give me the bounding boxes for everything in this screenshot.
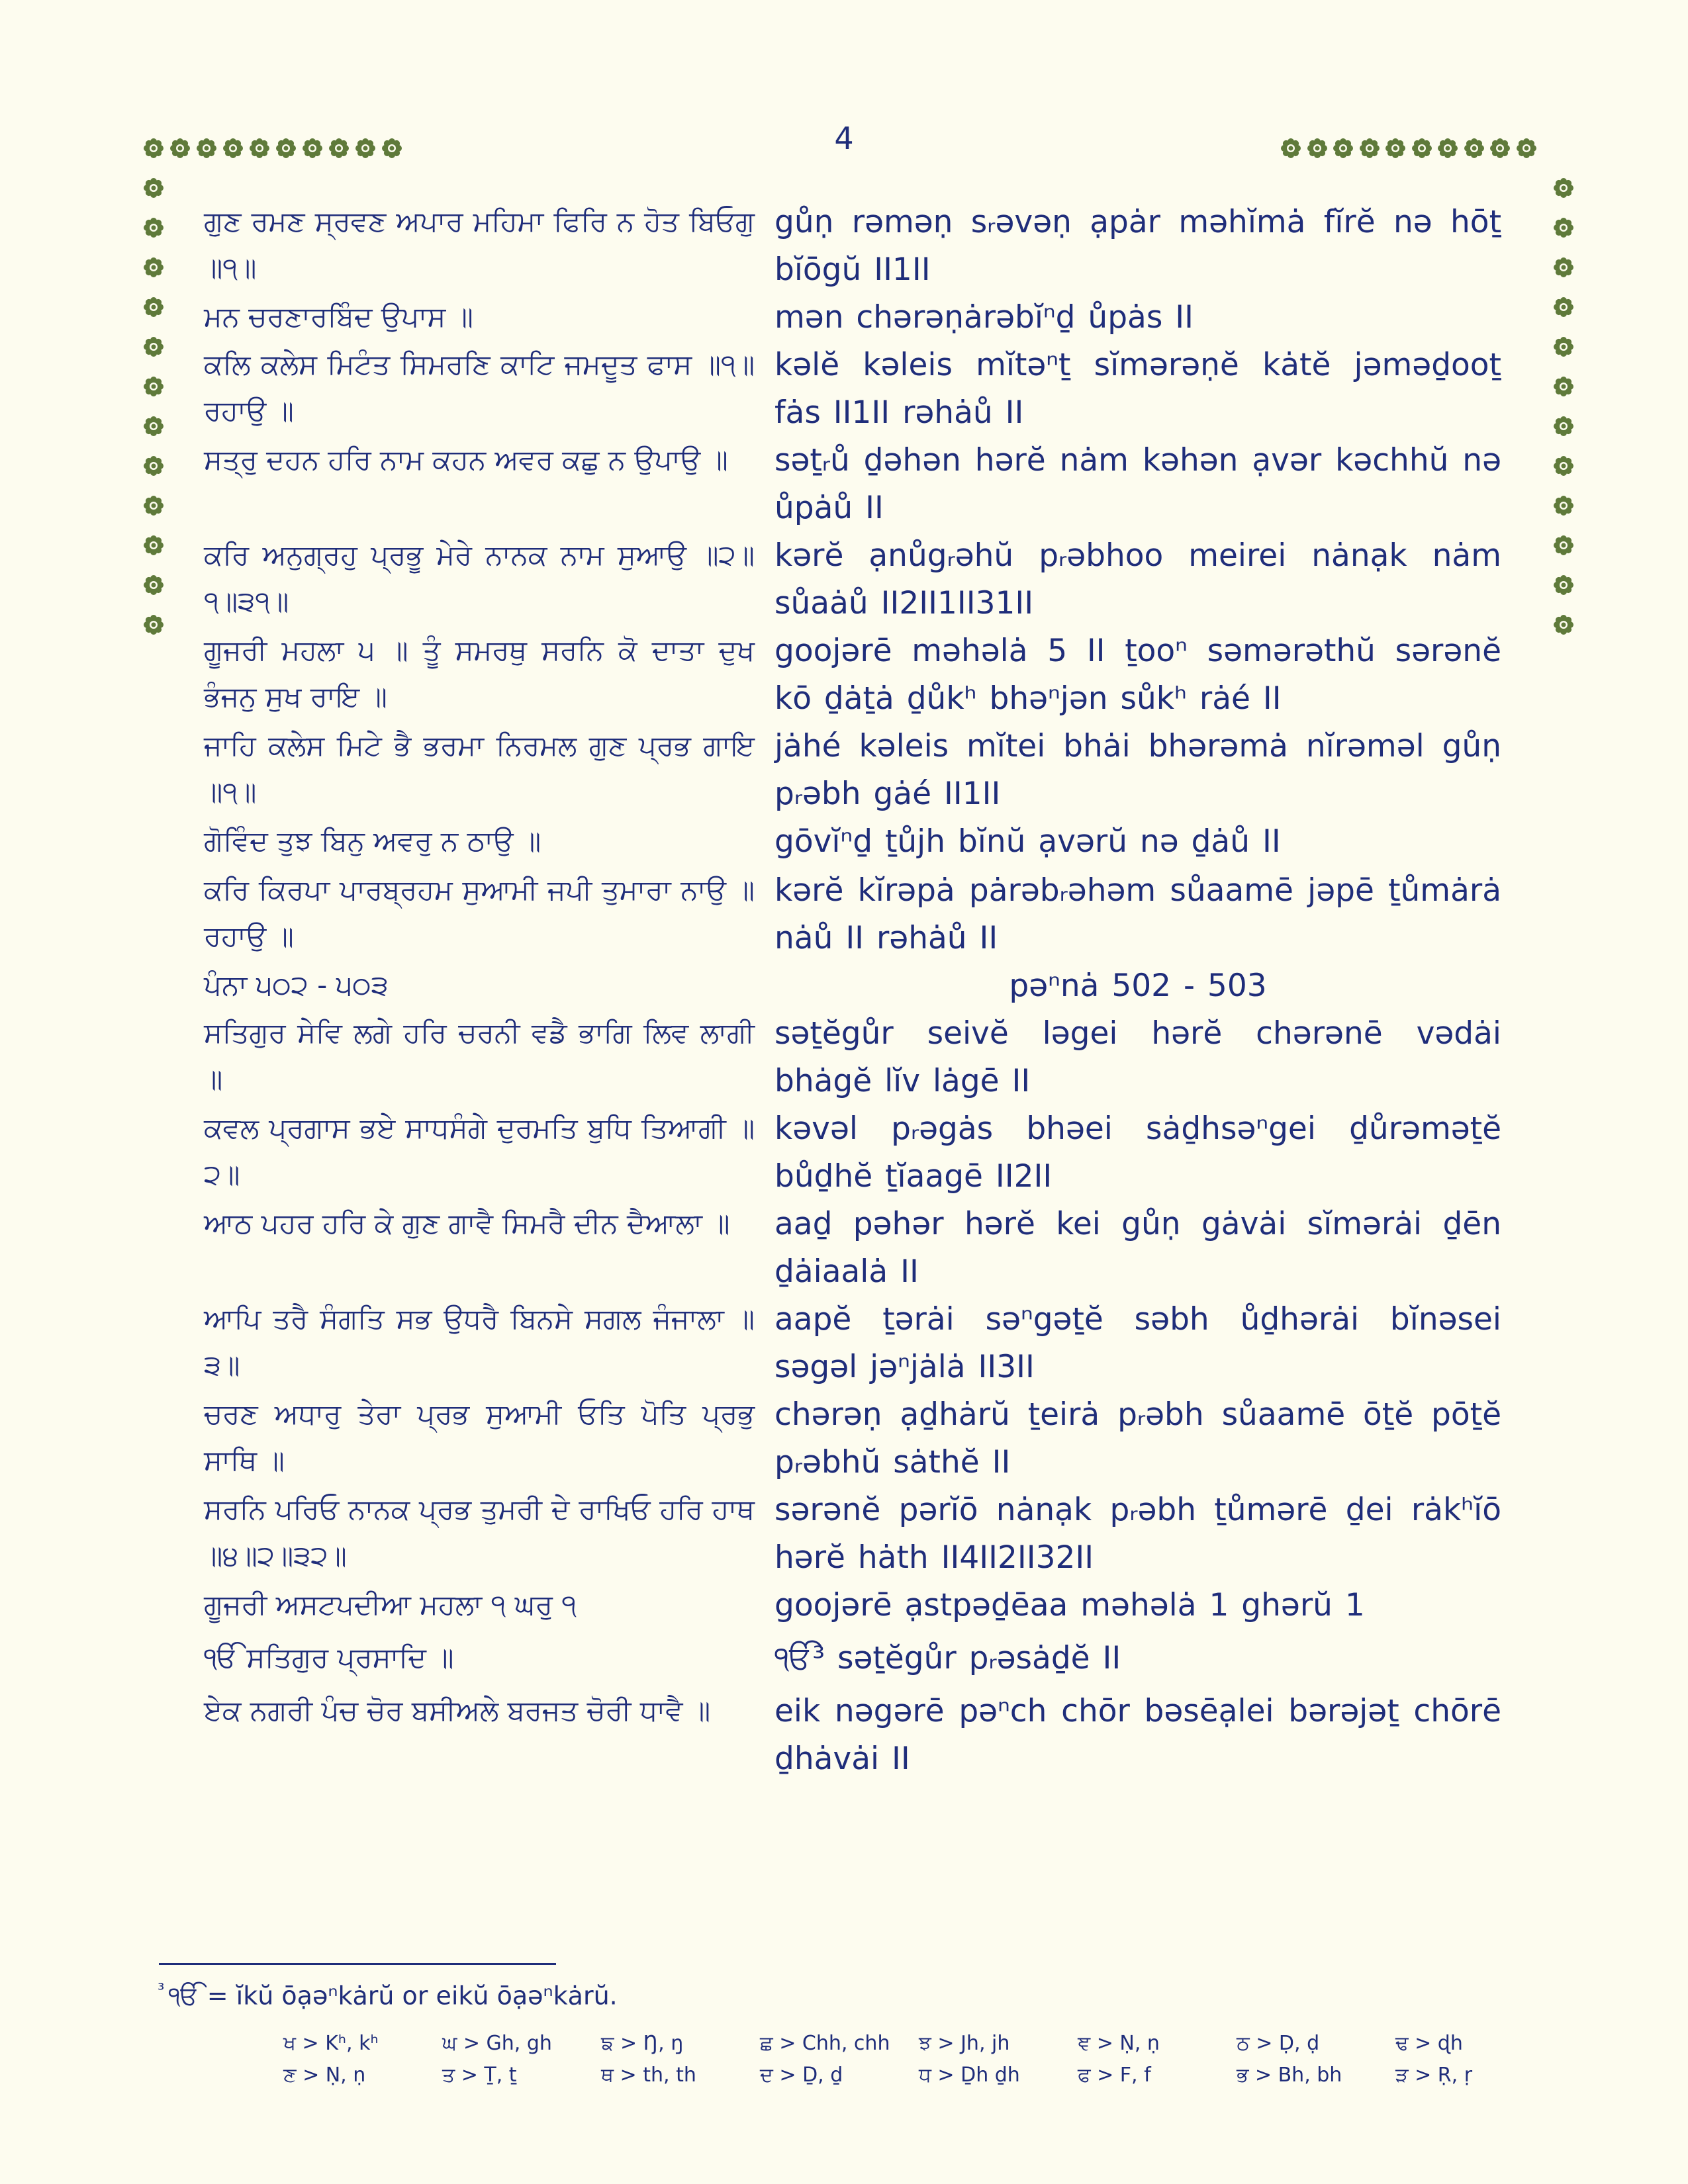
transliteration-text: kərĕ ạnůgᵣəhŭ pᵣəbhoo meirei nȧnạk nȧm sůaȧů II2II1II31II [774, 537, 1501, 621]
legend-item: ਝ > Jh, jh [919, 2032, 1010, 2055]
flower-icon [1552, 296, 1575, 318]
flower-icon [1411, 137, 1433, 159]
flower-icon [1489, 137, 1511, 159]
flower-icon [142, 455, 165, 477]
transliteration-legend-row-1 [283, 2032, 1475, 2055]
flower-icon [301, 137, 324, 159]
footnote-number: ³ [158, 1980, 165, 2000]
flower-icon [142, 296, 165, 318]
verse-row [204, 1010, 1521, 1105]
legend-item: ਭ > Bh, bh [1237, 2064, 1342, 2087]
gurmukhi-text: ਸਤ੍ਰੁ ਦਹਨ ਹਰਿ ਨਾਮ ਕਹਨ ਅਵਰ ਕਛੁ ਨ ਉਪਾਉ ॥ [204, 443, 728, 476]
transliteration-text: gůṇ rəməṇ sᵣəvəṇ ạpȧr məhĭmȧ fĭrĕ nə hōṯ bĭōgŭ II1II [774, 204, 1501, 288]
flower-icon [169, 137, 191, 159]
flower-icon [1515, 137, 1538, 159]
flower-icon [1306, 137, 1329, 159]
gurmukhi-text: ਪੰਨਾ ੫੦੨ - ੫੦੩ [204, 969, 389, 1001]
gurmukhi-text: ਜਾਹਿ ਕਲੇਸ ਮਿਟੇ ਭੈ ਭਰਮਾ ਨਿਰਮਲ ਗੁਣ ਪ੍ਰਭ ਗਾਇ ॥੧॥ [204, 729, 755, 808]
verse-row [204, 199, 1521, 294]
verse-row [204, 1201, 1521, 1296]
flower-icon [248, 137, 271, 159]
gurmukhi-text: ਕਰਿ ਕਿਰਪਾ ਪਾਰਬ੍ਰਹਮ ਸੁਆਮੀ ਜਪੀ ਤੁਮਾਰਾ ਨਾਉ ॥ ਰਹਾਉ ॥ [204, 874, 755, 952]
flower-icon [1552, 336, 1575, 358]
flower-icon [354, 137, 377, 159]
flower-icon [1552, 614, 1575, 636]
legend-item: ੜ > Ṛ, ṛ [1395, 2064, 1473, 2087]
gurmukhi-text: ਗੁਣ ਰਮਣ ਸ੍ਰਵਣ ਅਪਾਰ ਮਹਿਮਾ ਫਿਰਿ ਨ ਹੋਤ ਬਿਓਗੁ ॥੧॥ [204, 205, 755, 284]
flower-icon [1552, 177, 1575, 199]
flower-icon [142, 534, 165, 557]
legend-item: ਞ > Ṇ, ṇ [1078, 2032, 1160, 2055]
transliteration-text: kəvəl pᵣəgȧs bhəei sȧḏhsəⁿgei ḏůrəməṯĕ bůḏhĕ ṯĭaagē II2II [774, 1111, 1501, 1195]
transliteration-text: goojərē ạstpəḏēaa məhəlȧ 1 ghərŭ 1 [774, 1587, 1365, 1623]
flower-icon [1552, 494, 1575, 517]
flower-icon [1358, 137, 1381, 159]
flower-icon [142, 375, 165, 398]
flower-icon [1552, 415, 1575, 437]
transliteration-text: mən chərəṇȧrəbĭⁿḏ ůpȧs II [774, 299, 1194, 336]
flower-icon [1436, 137, 1459, 159]
flower-icon [142, 216, 165, 239]
footnote-rule [159, 1963, 556, 1965]
flower-icon [142, 177, 165, 199]
transliteration-text: səṯᵣů ḏəhən hərĕ nȧm kəhən ạvər kəchhŭ nə ůpȧů II [774, 442, 1501, 526]
verse-row [204, 532, 1521, 627]
flower-icon [195, 137, 218, 159]
verse-row [204, 1582, 1521, 1635]
verse-row [204, 341, 1521, 437]
flower-icon [275, 137, 297, 159]
transliteration-text: goojərē məhəlȧ 5 II ṯooⁿ səmərəthŭ sərənĕ kō ḏȧṯȧ ḏůkʰ bhəⁿjən sůkʰ rȧé II [774, 633, 1501, 717]
transliteration-text: kəlĕ kəleis mĭtəⁿṯ sĭmərəṇĕ kȧtĕ jəməḏooṯ fȧs II1II rəhȧů II [774, 347, 1501, 431]
transliteration-text: gōvĭⁿḏ ṯůjh bĭnŭ ạvərŭ nə ḏȧů II [774, 823, 1281, 860]
gurmukhi-text: ਆਠ ਪਹਰ ਹਰਿ ਕੇ ਗੁਣ ਗਾਵੈ ਸਿਮਰੈ ਦੀਨ ਦੈਆਲਾ ॥ [204, 1207, 730, 1240]
legend-item: ਢ > ɖh [1395, 2032, 1463, 2055]
transliteration-legend-row-2 [283, 2064, 1475, 2087]
legend-item: ਣ > Ṇ, ṇ [283, 2064, 366, 2087]
gurmukhi-text: ਏਕ ਨਗਰੀ ਪੰਚ ਚੋਰ ਬਸੀਅਲੇ ਬਰਜਤ ਚੋਰੀ ਧਾਵੈ ॥ [204, 1694, 711, 1727]
verse-row [204, 437, 1521, 532]
transliteration-text: chərəṇ ạḏhȧrŭ ṯeirȧ pᵣəbh sůaamē ōṯĕ pōṯĕ pᵣəbhŭ sȧthĕ II [774, 1396, 1501, 1480]
legend-item: ਤ > Ṯ, ṯ [442, 2064, 517, 2087]
transliteration-text: ੴ³ səṯĕgůr pᵣəsȧḏĕ II [774, 1640, 1121, 1676]
gurmukhi-text: ਚਰਣ ਅਧਾਰੁ ਤੇਰਾ ਪ੍ਰਭ ਸੁਆਮੀ ਓਤਿ ਪੋਤਿ ਪ੍ਰਭੁ ਸਾਥਿ ॥ [204, 1398, 755, 1477]
transliteration-text: sərənĕ pərĭō nȧnạk pᵣəbh ṯůmərē ḏei rȧkʰĭō hərĕ hȧth II4II2II32II [774, 1492, 1501, 1576]
footnote [158, 1980, 1481, 2011]
gurmukhi-text: ਕਲਿ ਕਲੇਸ ਮਿਟੰਤ ਸਿਮਰਣਿ ਕਾਟਿ ਜਮਦੂਤ ਫਾਸ ॥੧॥ ਰਹਾਉ ॥ [204, 348, 755, 427]
verse-row [204, 1635, 1521, 1688]
legend-item: ਫ > F, f [1078, 2064, 1151, 2087]
verse-row [204, 1105, 1521, 1201]
flower-icon [142, 574, 165, 596]
verse-row [204, 294, 1521, 341]
verse-row [204, 1391, 1521, 1486]
verse-table [204, 199, 1521, 1783]
flower-icon [1384, 137, 1407, 159]
gurmukhi-text: ਗੂਜਰੀ ਮਹਲਾ ੫ ॥ ਤੂੰ ਸਮਰਥੁ ਸਰਨਿ ਕੋ ਦਾਤਾ ਦੁਖ ਭੰਜਨੁ ਸੁਖ ਰਾਇ ॥ [204, 634, 755, 713]
transliteration-text: jȧhé kəleis mĭtei bhȧi bhərəmȧ nĭrəməl gůṇ pᵣəbh gȧé II1II [774, 728, 1501, 812]
gurmukhi-text: ਕਵਲ ਪ੍ਰਗਾਸ ਭਏ ਸਾਧਸੰਗੇ ਦੁਰਮਤਿ ਬੁਧਿ ਤਿਆਗੀ ॥੨॥ [204, 1112, 755, 1191]
gurmukhi-text: ਕਰਿ ਅਨੁਗ੍ਰਹੁ ਪ੍ਰਭੂ ਮੇਰੇ ਨਾਨਕ ਨਾਮ ਸੁਆਉ ॥੨॥੧॥੩੧॥ [204, 539, 755, 617]
verse-row [204, 627, 1521, 723]
flower-icon [328, 137, 350, 159]
verse-row [204, 962, 1521, 1010]
legend-item: ਦ > Ḏ, ḏ [760, 2064, 843, 2087]
flower-icon [1280, 137, 1302, 159]
flower-icon [1552, 216, 1575, 239]
verse-row [204, 1296, 1521, 1391]
flower-icon [1332, 137, 1354, 159]
flower-icon [1552, 534, 1575, 557]
legend-item: ਧ > Ḏh ḏh [919, 2064, 1020, 2087]
verse-row [204, 1688, 1521, 1783]
gurmukhi-text: ਸਰਨਿ ਪਰਿਓ ਨਾਨਕ ਪ੍ਰਭ ਤੁਮਰੀ ਦੇ ਰਾਖਿਓ ਹਰਿ ਹਾਥ ॥੪॥੨॥੩੨॥ [204, 1493, 755, 1572]
transliteration-text: səṯĕgůr seivĕ ləgei hərĕ chərənē vədȧi bhȧgĕ lĭv lȧgē II [774, 1015, 1501, 1099]
transliteration-text: aapĕ ṯərȧi səⁿgəṯĕ səbh ůḏhərȧi bĭnəsei səgəl jəⁿjȧlȧ II3II [774, 1301, 1501, 1385]
flower-icon [142, 256, 165, 279]
verse-row [204, 867, 1521, 962]
legend-item: ਖ > Kʰ, kʰ [283, 2032, 379, 2055]
legend-item: ਠ > Ḍ, ḍ [1237, 2032, 1320, 2055]
legend-item: ਥ > th, th [601, 2064, 696, 2087]
flower-icon [222, 137, 244, 159]
gurmukhi-text: ੴ ਸਤਿਗੁਰ ਪ੍ਰਸਾਦਿ ॥ [204, 1641, 454, 1674]
flower-icon [142, 137, 165, 159]
flower-icon [1552, 455, 1575, 477]
transliteration-text: kərĕ kĭrəpȧ pȧrəbᵣəhəm sůaamē jəpē ṯůmȧrȧ nȧů II rəhȧů II [774, 872, 1501, 956]
verse-row [204, 723, 1521, 818]
legend-item: ਛ > Chh, chh [760, 2032, 890, 2055]
flower-icon [142, 494, 165, 517]
footnote-text: ੴ = ĭkŭ ōạəⁿkȧrŭ or eikŭ ōạəⁿkȧrŭ. [168, 1981, 618, 2011]
legend-item: ਙ > Ŋ, ŋ [601, 2032, 684, 2055]
legend-item: ਘ > Gh, gh [442, 2032, 552, 2055]
flower-icon [142, 415, 165, 437]
flower-icon [1552, 375, 1575, 398]
flower-icon [1552, 256, 1575, 279]
flower-icon [381, 137, 403, 159]
transliteration-text: pəⁿnȧ 502 - 503 [1009, 968, 1267, 1004]
verse-row [204, 818, 1521, 867]
flower-icon [142, 336, 165, 358]
gurmukhi-text: ਮਨ ਚਰਣਾਰਬਿੰਦ ਉਪਾਸ ॥ [204, 300, 473, 333]
flower-icon [142, 614, 165, 636]
transliteration-text: eik nəgərē pəⁿch chōr bəsēạlei bərəjəṯ chōrē ḏhȧvȧi II [774, 1693, 1501, 1777]
gurmukhi-text: ਗੋਵਿੰਦ ਤੁਝ ਬਿਨੁ ਅਵਰੁ ਨ ਠਾਉ ॥ [204, 825, 541, 857]
gurmukhi-text: ਸਤਿਗੁਰ ਸੇਵਿ ਲਗੇ ਹਰਿ ਚਰਨੀ ਵਡੈ ਭਾਗਿ ਲਿਵ ਲਾਗੀ ॥ [204, 1017, 755, 1095]
page-number: 4 [834, 120, 854, 156]
transliteration-text: aaḏ pəhər hərĕ kei gůṇ gȧvȧi sĭmərȧi ḏēn ḏȧiaalȧ II [774, 1206, 1501, 1290]
flower-icon [1463, 137, 1485, 159]
gurmukhi-text: ਗੂਜਰੀ ਅਸਟਪਦੀਆ ਮਹਲਾ ੧ ਘਰੁ ੧ [204, 1588, 577, 1621]
flower-icon [1552, 574, 1575, 596]
gurmukhi-text: ਆਪਿ ਤਰੈ ਸੰਗਤਿ ਸਭ ਉਧਰੈ ਬਿਨਸੇ ਸਗਲ ਜੰਜਾਲਾ ॥੩॥ [204, 1302, 755, 1381]
verse-row [204, 1486, 1521, 1582]
